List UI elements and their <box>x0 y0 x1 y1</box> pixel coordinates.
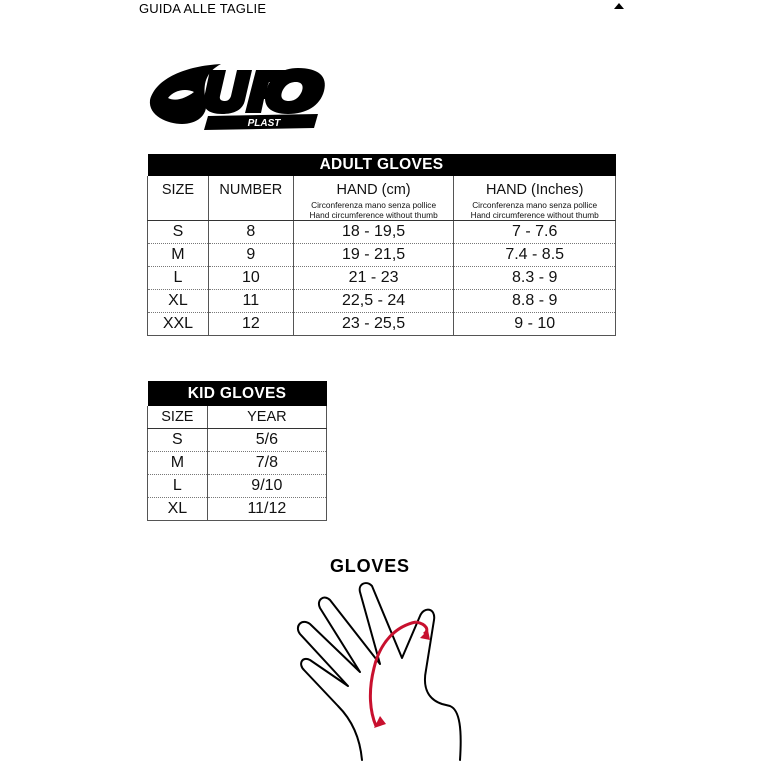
column-header-hand-cm: HAND (cm) Circonferenza mano senza pollice Hand circumference without thumb <box>293 176 454 221</box>
cell-size: S <box>148 429 208 452</box>
hand-measurement-icon <box>290 578 490 763</box>
cell-size: M <box>148 244 209 267</box>
table-row <box>148 290 616 313</box>
cell-number: 11 <box>208 290 293 313</box>
column-subheader-it: Circonferenza mano senza pollice <box>311 200 437 210</box>
gloves-illustration-title: GLOVES <box>330 556 410 576</box>
cell-hand-cm: 19 - 21,5 <box>293 244 454 267</box>
column-header-hand-inches: HAND (Inches) Circonferenza mano senza pollice Hand circumference without thumb <box>454 176 616 221</box>
cell-size: XL <box>148 498 208 521</box>
table-row <box>148 452 327 475</box>
column-subheader-en: Hand circumference without thumb <box>309 210 438 220</box>
column-subheader-en: Hand circumference without thumb <box>470 210 599 220</box>
column-header-size: SIZE <box>148 176 209 221</box>
cell-year: 7/8 <box>207 452 326 475</box>
cell-size: S <box>148 221 209 244</box>
cell-hand-cm: 22,5 - 24 <box>293 290 454 313</box>
column-header-size: SIZE <box>148 406 208 429</box>
adult-table-header-row <box>148 176 616 221</box>
cell-year: 9/10 <box>207 475 326 498</box>
page-title: GUIDA ALLE TAGLIE <box>139 1 267 16</box>
adult-gloves-table <box>147 154 616 336</box>
cell-hand-inches: 7.4 - 8.5 <box>454 244 616 267</box>
cell-size: L <box>148 267 209 290</box>
cell-size: L <box>148 475 208 498</box>
kid-table-header-row <box>148 406 327 429</box>
cell-hand-inches: 8.3 - 9 <box>454 267 616 290</box>
cell-hand-inches: 7 - 7.6 <box>454 221 616 244</box>
cell-year: 11/12 <box>207 498 326 521</box>
table-row <box>148 267 616 290</box>
cell-size: XXL <box>148 313 209 336</box>
cell-number: 9 <box>208 244 293 267</box>
cell-number: 10 <box>208 267 293 290</box>
svg-text:PLAST: PLAST <box>247 118 281 129</box>
cell-hand-cm: 21 - 23 <box>293 267 454 290</box>
table-row <box>148 475 327 498</box>
kid-table-title: KID GLOVES <box>148 381 327 406</box>
table-row <box>148 221 616 244</box>
cell-hand-inches: 8.8 - 9 <box>454 290 616 313</box>
column-header-year: YEAR <box>207 406 326 429</box>
cell-year: 5/6 <box>207 429 326 452</box>
cell-hand-inches: 9 - 10 <box>454 313 616 336</box>
column-header-number: NUMBER <box>208 176 293 221</box>
caret-up-icon[interactable] <box>613 1 625 11</box>
cell-number: 12 <box>208 313 293 336</box>
table-row <box>148 313 616 336</box>
kid-gloves-table <box>147 381 327 521</box>
cell-size: XL <box>148 290 209 313</box>
cell-hand-cm: 18 - 19,5 <box>293 221 454 244</box>
column-subheader-it: Circonferenza mano senza pollice <box>472 200 598 210</box>
cell-hand-cm: 23 - 25,5 <box>293 313 454 336</box>
cell-size: M <box>148 452 208 475</box>
table-row <box>148 429 327 452</box>
ufo-plast-logo <box>146 58 331 130</box>
table-row <box>148 244 616 267</box>
table-row <box>148 498 327 521</box>
adult-table-title: ADULT GLOVES <box>148 154 616 176</box>
cell-number: 8 <box>208 221 293 244</box>
